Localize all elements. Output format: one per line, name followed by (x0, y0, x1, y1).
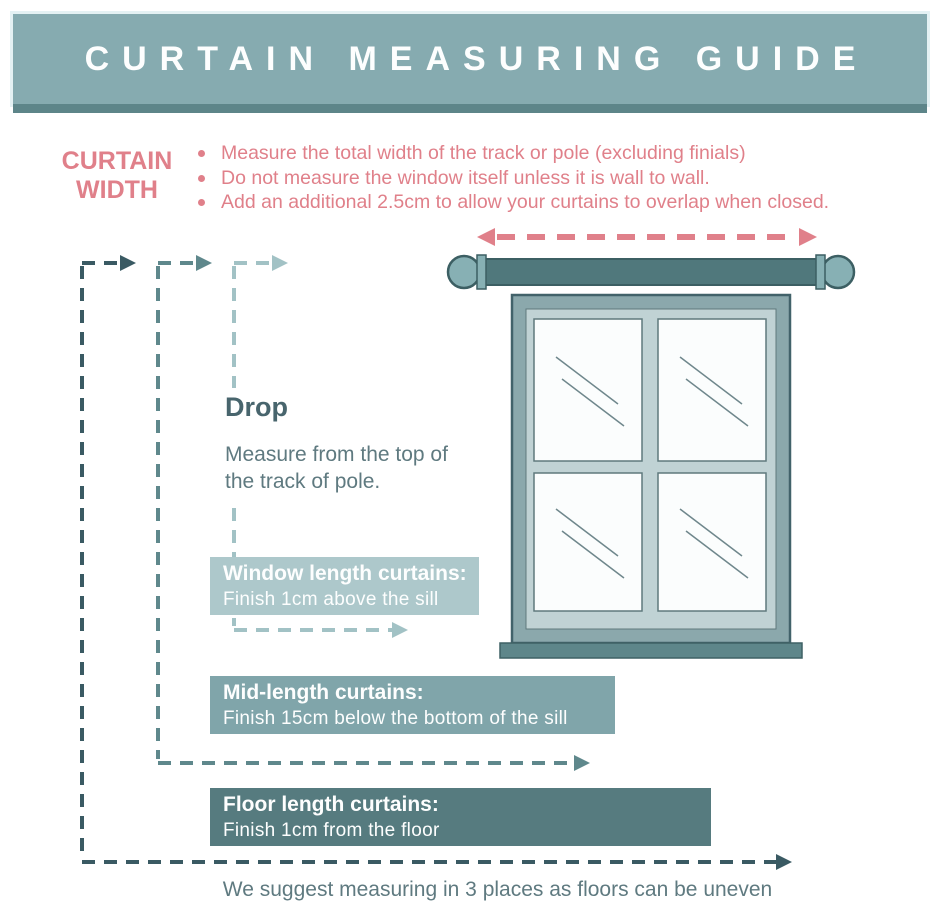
floor-length-subtitle: Finish 1cm from the floor (223, 819, 440, 841)
mid-length-title: Mid-length curtains: (223, 680, 424, 704)
pole-collar-left (477, 255, 486, 289)
finial-right (822, 256, 854, 288)
floor-length-box (210, 788, 711, 846)
page-title: CURTAIN MEASURING GUIDE (84, 39, 869, 78)
window-length-subtitle: Finish 1cm above the sill (223, 588, 439, 610)
window-illustration (500, 295, 802, 658)
bullet-text: Measure the total width of the track or pole (excluding finials) (221, 142, 746, 164)
drop-heading: Drop (225, 392, 288, 422)
pole-bar (482, 259, 820, 285)
floor-length-title: Floor length curtains: (223, 792, 439, 816)
curtain-width-label: CURTAIN WIDTH (61, 147, 173, 204)
window-pane (658, 319, 766, 461)
bullet-text: Add an additional 2.5cm to allow your curtains to overlap when closed. (221, 191, 830, 213)
bullet-text: Do not measure the window itself unless it is wall to wall. (221, 166, 710, 189)
window-sill (500, 643, 802, 658)
mid-length-subtitle: Finish 15cm below the bottom of the sill (223, 707, 568, 729)
drop-section (222, 388, 453, 505)
pole-collar-right (816, 255, 825, 289)
finial-left (448, 256, 480, 288)
drop-description: Measure from the top of the track of pole. (225, 443, 448, 493)
window-length-box (210, 557, 479, 615)
mid-length-box (210, 676, 615, 734)
width-arrow (477, 228, 817, 246)
window-length-title: Window length curtains: (223, 561, 467, 585)
window-pane (534, 473, 642, 611)
window-pane (658, 473, 766, 611)
curtain-pole (448, 255, 854, 289)
window-pane (534, 319, 642, 461)
footer-note: We suggest measuring in 3 places as floors can be uneven (222, 878, 773, 901)
